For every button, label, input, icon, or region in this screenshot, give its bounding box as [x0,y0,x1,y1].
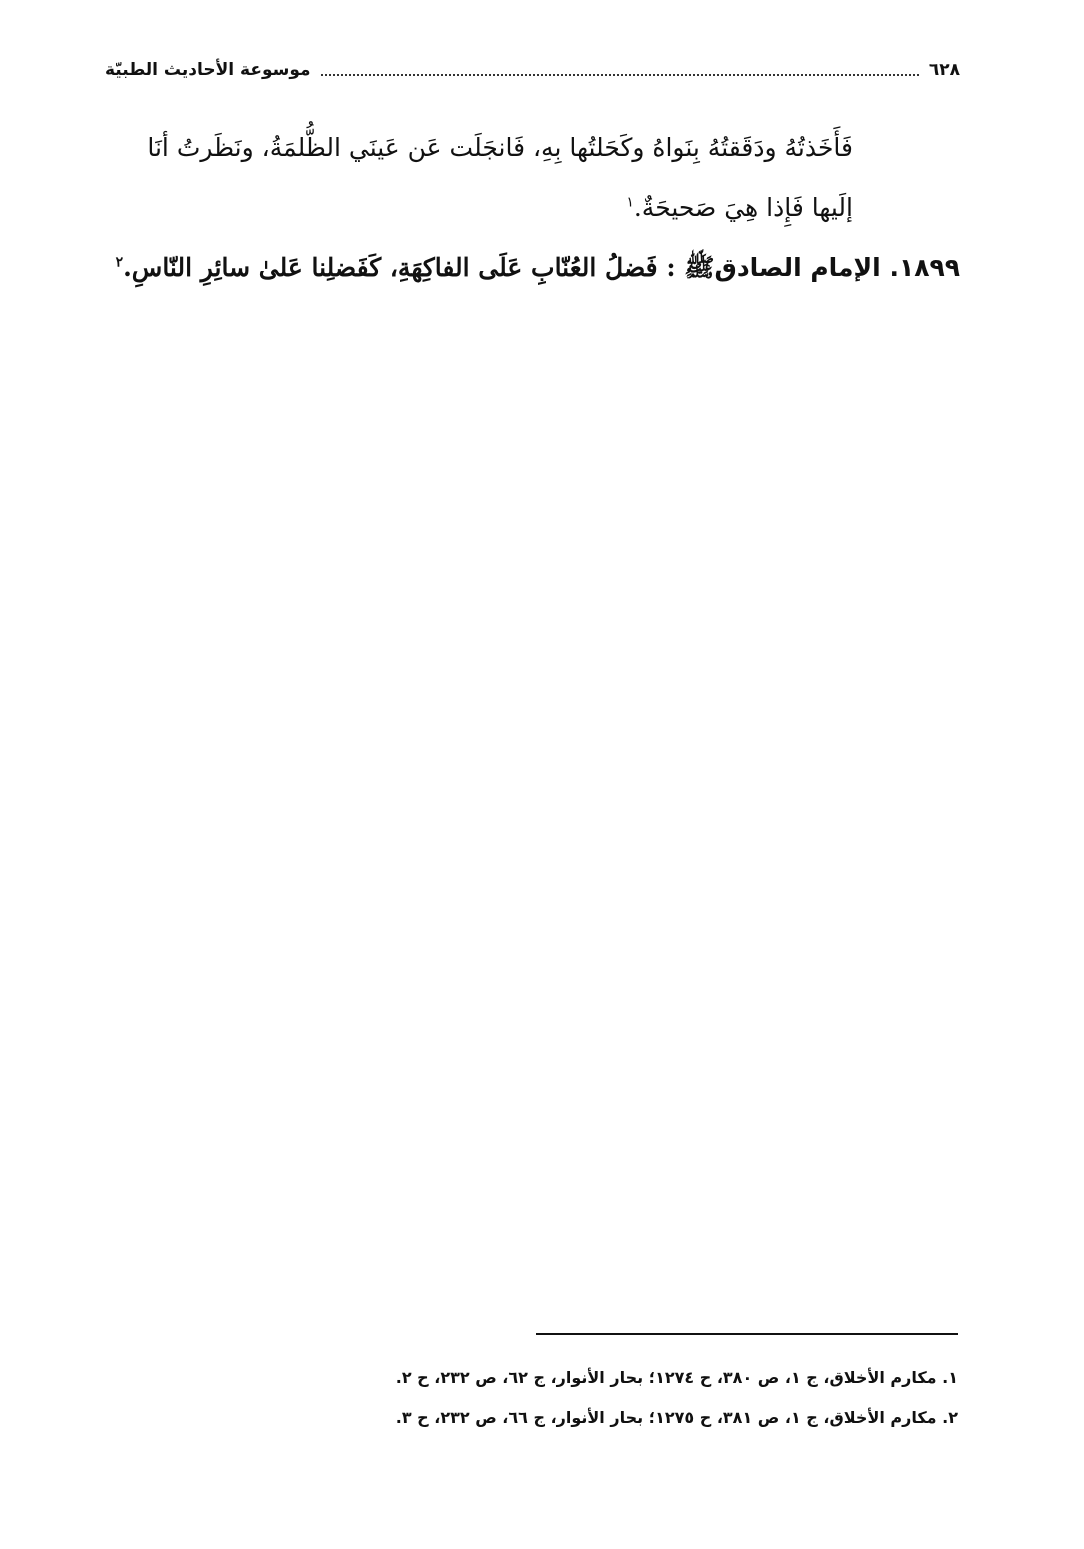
footnote: ٢. مكارم الأخلاق، ج ١، ص ٣٨١، ح ١٢٧٥؛ بحار الأنوار، ج ٦٦، ص ٢٣٢، ح ٣. [395,1408,958,1427]
dotted-leader [321,64,919,76]
text-line [95,118,960,178]
text-line-content: فَأَخَذتُهُ ودَقَقتُهُ بِنَواهُ وكَحَلتُها بِهِ، فَانجَلَت عَن عَينَي الظُّلمَةُ، ونَظَرتُ أنَا [147,133,853,162]
running-header [105,52,960,88]
honorific-icon: ﷺ [684,253,715,282]
page-number: ٦٢٨ [928,60,960,80]
footnote: ١. مكارم الأخلاق، ج ١، ص ٣٨٠، ح ١٢٧٤؛ بحار الأنوار، ج ٦٢، ص ٢٣٢، ح ٢. [395,1368,958,1387]
footnote-reference: ١ [626,194,634,211]
book-title: موسوعة الأحاديث الطبيّة [105,60,311,80]
hadith-entry [95,238,960,298]
footnotes [318,1358,958,1438]
footnote-reference: ٢ [115,254,124,271]
footnote-divider [536,1333,958,1335]
main-text [95,118,960,298]
text-line-content: إلَيها فَإِذا هِيَ صَحيحَةٌ. [633,193,853,222]
hadith-number: ١٨٩٩. [889,253,960,282]
hadith-text: : فَضلُ العُنّابِ عَلَى الفاكِهَةِ، كَفَضلِنا عَلىٰ سائِرِ النّاسِ. [123,253,676,282]
text-line [95,178,960,238]
narrator-name: الإمام الصادق [714,253,881,282]
